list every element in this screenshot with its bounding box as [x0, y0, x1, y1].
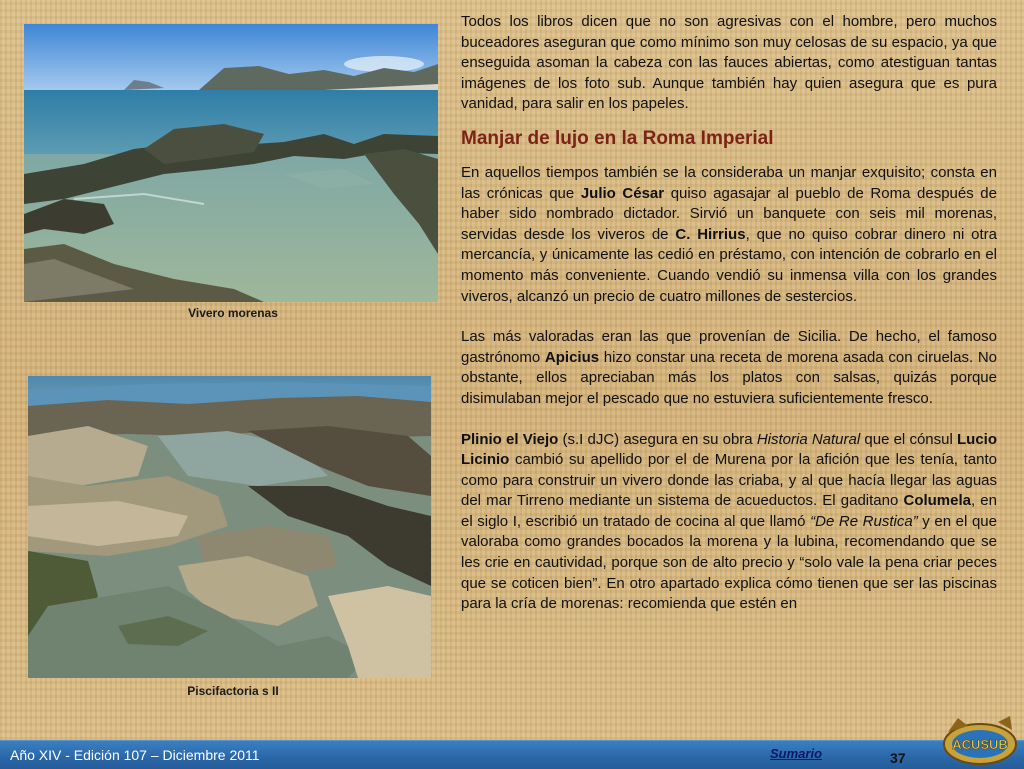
paragraph: Plinio el Viejo (s.I dJC) asegura en su obra Historia Natural que el cónsul Lucio Licinio cambió su apellido por el de Murena por la afición que les tenía, tanto como para construir un vivero donde las criaba, y al que hacía llegar las aguas del mar Tirreno mediante un sistema de acueductos. El gaditano Columela, en el siglo I, escribió un tratado de cocina al que llamó “De Re Rustica” y en el que valoraba como grandes bocados la morena y la lubina, recomendando que se les crie en cautividad, porque son de alto precio y “solo vale la pena criar peces que se coticen bien”. En otro apartado explica cómo tienen que ser las piscinas para la cría de morenas: recomienda que estén en [461, 430, 997, 613]
footer-bar [0, 740, 1024, 769]
person-name: Plinio el Viejo [461, 430, 559, 448]
paragraph: En aquellos tiempos también se la consideraba un manjar exquisito; consta en las crónicas que Julio César quiso agasajar al pueblo de Roma después de haber sido nombrado dictador. Sirvió un banquete con seis mil morenas, servidas desde los viveros de C. Hirrius, que no quiso cobrar dinero ni otra mercancía, y únicamente las cedió en préstamo, con intención de cobrarlo en el momento más conveniente. Cuando vendió su inmensa villa con los grandes viveros, alcanzó un precio de cuatro millones de sestercios. [461, 163, 997, 305]
sumario-link[interactable]: Sumario [770, 746, 823, 761]
person-name: Apicius [544, 348, 600, 366]
person-name: Julio César [580, 184, 665, 202]
photo-caption: Vivero morenas [188, 306, 278, 320]
edition-label: Año XIV - Edición 107 – Diciembre 2011 [10, 747, 260, 763]
book-title: “De Re Rustica” [810, 512, 918, 530]
article-body [461, 12, 997, 615]
section-heading: Manjar de lujo en la Roma Imperial [461, 127, 774, 149]
photo-vivero-morenas [24, 24, 438, 302]
person-name: Columela [903, 492, 971, 510]
photo-caption: Piscifactoria s II [187, 684, 279, 698]
paragraph: Todos los libros dicen que no son agresivas con el hombre, pero muchos buceadores aseguran que como mínimo son muy celosas de su espacio, ya que enseguida asoman la cabeza con las fauces abiertas, como atestiguan tantas imágenes de los foto sub. Aunque también hay quien asegura que es pura vanidad, para salir en los papeles. [461, 13, 997, 113]
person-name: C. Hirrius [675, 225, 746, 243]
paragraph: Las más valoradas eran las que provenían de Sicilia. De hecho, el famoso gastrónomo Apicius hizo constar una receta de morena asada con ciruelas. No obstante, ellos apreciaban más los platos con salsas, quizás porque disimulaban mejor el pescado que no estuviera suficientemente fresco. [461, 328, 997, 407]
photo-piscifactoria [28, 376, 431, 678]
book-title: Historia Natural [756, 430, 861, 448]
svg-text:ACUSUB: ACUSUB [952, 737, 1008, 752]
acusub-logo [940, 712, 1020, 768]
page-number: 37 [890, 750, 906, 766]
person-name: Lucio Licinio [461, 430, 997, 469]
